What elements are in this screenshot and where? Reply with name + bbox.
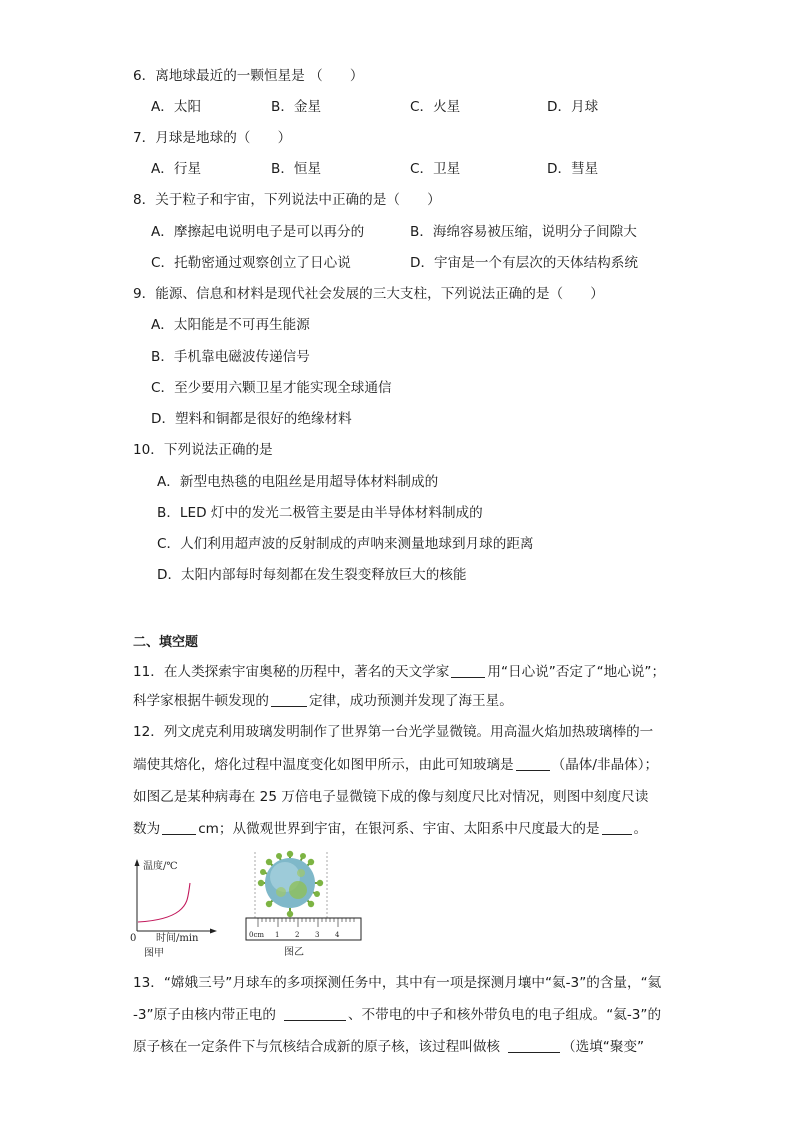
question-8-option-a: A．摩擦起电说明电子是可以再分的 bbox=[151, 224, 365, 240]
question-13-text-3b: （选填“聚变” bbox=[562, 1039, 645, 1055]
question-12-line-3: 如图乙是某种病毒在 25 万倍电子显微镜下成的像与刻度尺比对情况，则图中刻度尺读 bbox=[133, 789, 649, 805]
question-12-line-4 bbox=[133, 819, 647, 839]
ruler-label-1: 1 bbox=[275, 931, 280, 939]
question-13-text-3a: 原子核在一定条件下与氘核结合成新的原子核，该过程叫做核 bbox=[133, 1039, 501, 1055]
y-axis-arrow bbox=[135, 859, 140, 866]
question-10-option-a: A．新型电热毯的电阻丝是用超导体材料制成的 bbox=[157, 474, 439, 490]
section-title-fill-in: 二、填空题 bbox=[133, 635, 199, 650]
question-12-line-1: 12．列文虎克利用玻璃发明制作了世界第一台光学显微镜。用高温火焰加热玻璃棒的一 bbox=[133, 724, 654, 740]
answer-blank[interactable] bbox=[516, 756, 550, 771]
question-11-text-1b: 用“日心说”否定了“地心说”； bbox=[487, 664, 666, 680]
answer-blank[interactable] bbox=[451, 663, 485, 678]
figure-a-xlabel: 时间/min bbox=[156, 933, 199, 944]
question-9-option-d: D．塑料和铜都是很好的绝缘材料 bbox=[151, 411, 352, 427]
question-11-text-1a: 11．在人类探索宇宙奥秘的历程中，著名的天文学家 bbox=[133, 664, 450, 680]
answer-blank[interactable] bbox=[602, 820, 632, 835]
question-7-option-a: A．行星 bbox=[151, 161, 202, 177]
ruler-label-3: 3 bbox=[315, 931, 320, 939]
ruler-label-4: 4 bbox=[335, 931, 340, 939]
question-7-option-b: B．恒星 bbox=[271, 161, 322, 177]
question-9-option-b: B．手机靠电磁波传递信号 bbox=[151, 349, 310, 365]
question-7-option-c: C．卫星 bbox=[410, 161, 461, 177]
figure-a-ylabel: 温度/℃ bbox=[143, 861, 178, 872]
question-11-text-2a: 科学家根据牛顿发现的 bbox=[133, 693, 269, 709]
question-11-text-2b: 定律，成功预测并发现了海王星。 bbox=[308, 693, 513, 709]
question-9-option-a: A．太阳能是不可再生能源 bbox=[151, 317, 310, 333]
question-13-line-2 bbox=[133, 1005, 661, 1025]
question-12-line-2 bbox=[133, 755, 658, 775]
virus-image bbox=[258, 851, 323, 917]
answer-blank[interactable] bbox=[284, 1006, 346, 1021]
question-12-text-4c: 。 bbox=[633, 821, 648, 837]
question-7-option-d: D．彗星 bbox=[547, 161, 599, 177]
question-10-option-b: B．LED 灯中的发光二极管主要是由半导体材料制成的 bbox=[157, 505, 483, 521]
question-7-stem: 7．月球是地球的（ ） bbox=[133, 130, 292, 146]
question-10-option-c: C．人们利用超声波的反射制成的声呐来测量地球到月球的距离 bbox=[157, 536, 534, 552]
question-8-option-c: C．托勒密通过观察创立了日心说 bbox=[151, 255, 351, 271]
question-12-text-2a: 端使其熔化，熔化过程中温度变化如图甲所示，由此可知玻璃是 bbox=[133, 757, 514, 773]
question-8-stem: 8．关于粒子和宇宙，下列说法中正确的是（ ） bbox=[133, 192, 441, 208]
question-6-option-d: D．月球 bbox=[547, 99, 599, 115]
question-11-line-2 bbox=[133, 691, 513, 711]
answer-blank[interactable] bbox=[271, 692, 307, 707]
question-10-stem: 10．下列说法正确的是 bbox=[133, 442, 273, 458]
figure-b-virus-ruler bbox=[243, 846, 368, 960]
question-9-stem: 9．能源、信息和材料是现代社会发展的三大支柱，下列说法正确的是（ ） bbox=[133, 286, 604, 302]
x-axis-arrow bbox=[210, 929, 217, 934]
question-13-line-1: 13．“嫦娥三号”月球车的多项探测任务中，其中有一项是探测月壤中“氦-3”的含量，“氦 bbox=[133, 975, 662, 991]
question-10-option-d: D．太阳内部每时每刻都在发生裂变释放巨大的核能 bbox=[157, 567, 467, 583]
question-12-text-2b: （晶体/非晶体）； bbox=[551, 757, 659, 773]
question-12-text-4a: 数为 bbox=[133, 821, 161, 837]
question-13-line-3 bbox=[133, 1037, 644, 1057]
question-6-option-c: C．火星 bbox=[410, 99, 461, 115]
figure-b-caption: 图乙 bbox=[284, 947, 304, 958]
temperature-curve bbox=[138, 883, 190, 922]
question-9-option-c: C．至少要用六颗卫星才能实现全球通信 bbox=[151, 380, 392, 396]
question-8-option-d: D．宇宙是一个有层次的天体结构系统 bbox=[410, 255, 638, 271]
figure-a-graph bbox=[128, 855, 223, 960]
question-11-line-1 bbox=[133, 662, 665, 682]
question-6-stem: 6．离地球最近的一颗恒星是 （ ） bbox=[133, 68, 364, 84]
figure-a-caption: 图甲 bbox=[144, 948, 164, 959]
question-6-option-a: A．太阳 bbox=[151, 99, 202, 115]
ruler-label-0: 0cm bbox=[249, 931, 265, 939]
ruler-label-2: 2 bbox=[295, 931, 300, 939]
question-13-text-2b: 、不带电的中子和核外带负电的电子组成。“氦-3”的 bbox=[347, 1007, 662, 1023]
answer-blank[interactable] bbox=[508, 1038, 560, 1053]
figure-a-origin: 0 bbox=[130, 933, 137, 944]
question-13-text-2a: -3”原子由核内带正电的 bbox=[133, 1007, 276, 1023]
question-12-text-4b: cm；从微观世界到宇宙，在银河系、宇宙、太阳系中尺度最大的是 bbox=[198, 821, 600, 837]
answer-blank[interactable] bbox=[162, 820, 196, 835]
question-8-option-b: B．海绵容易被压缩，说明分子间隙大 bbox=[410, 224, 637, 240]
question-6-option-b: B．金星 bbox=[271, 99, 322, 115]
